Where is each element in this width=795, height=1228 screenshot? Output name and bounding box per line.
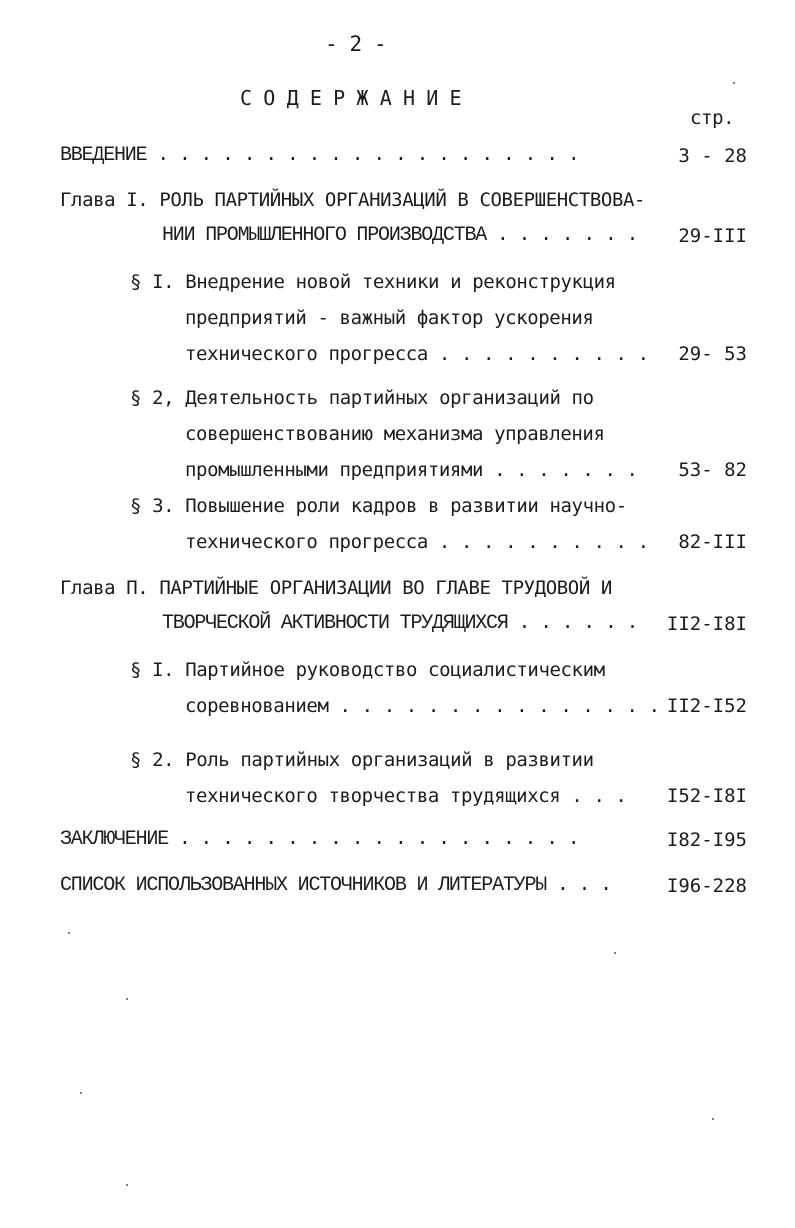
toc-entry-chapter-2-line-2: ТВОРЧЕСКОЙ АКТИВНОСТИ ТРУДЯЩИХСЯ . . . . . . — [162, 612, 638, 635]
speck — [68, 932, 70, 934]
toc-entry-section-1-2-line-3: промышленными предприятиями . . . . . . . — [185, 459, 638, 481]
speck — [614, 952, 616, 954]
speck — [80, 1092, 82, 1094]
toc-entry-section-2-1-line-2: соревнованием . . . . . . . . . . . . . . . — [185, 695, 660, 717]
toc-entry-introduction: ВВЕДЕНИЕ . . . . . . . . . . . . . . . . . . . . — [60, 144, 579, 167]
toc-pages-section-1-3: 82-III — [678, 531, 747, 553]
speck — [126, 1184, 128, 1186]
toc-entry-section-1-1-line-3: технического прогресса . . . . . . . . . . — [185, 343, 649, 365]
toc-entry-section-1-3-line-2: технического прогресса . . . . . . . . . . — [185, 531, 649, 553]
toc-pages-chapter-1: 29-III — [678, 225, 747, 247]
toc-pages-section-1-1: 29- 53 — [678, 343, 747, 365]
toc-entry-chapter-2-line-1: Глава П. ПАРТИЙНЫЕ ОРГАНИЗАЦИИ ВО ГЛАВЕ ТРУДОВОЙ И — [60, 577, 612, 599]
toc-entry-section-2-1-line-1: § I. Партийное руководство социалистическим — [130, 659, 605, 681]
toc-entry-section-1-1-line-2: предприятий - важный фактор ускорения — [185, 307, 594, 329]
toc-entry-conclusion: ЗАКЛЮЧЕНИЕ . . . . . . . . . . . . . . . . . . . — [60, 828, 579, 851]
toc-entry-chapter-1-line-1: Глава I. РОЛЬ ПАРТИЙНЫХ ОРГАНИЗАЦИЙ В СОВЕРШЕНСТВОВА- — [60, 189, 646, 211]
toc-entry-section-1-2-line-2: совершенствованию механизма управления — [185, 423, 605, 445]
toc-entry-bibliography: СПИСОК ИСПОЛЬЗОВАННЫХ ИСТОЧНИКОВ И ЛИТЕРАТУРЫ . . . — [60, 874, 611, 897]
toc-entry-section-1-2-line-1: § 2, Деятельность партийных организаций по — [130, 387, 594, 409]
toc-pages-section-1-2: 53- 82 — [678, 459, 747, 481]
toc-pages-section-2-1: II2-I52 — [666, 695, 747, 717]
toc-entry-section-2-2-line-1: § 2. Роль партийных организаций в развитии — [130, 749, 594, 771]
toc-pages-introduction: 3 - 28 — [678, 145, 747, 167]
speck — [126, 998, 128, 1000]
speck — [733, 82, 735, 84]
toc-entry-section-1-1-line-1: § I. Внедрение новой техники и реконструкция — [130, 271, 616, 293]
page-number: - 2 - — [325, 32, 387, 56]
toc-pages-bibliography: I96-228 — [666, 875, 747, 897]
pages-column-label: стр. — [690, 107, 735, 129]
toc-entry-section-2-2-line-2: технического творчества трудящихся . . . — [185, 785, 627, 807]
toc-pages-chapter-2: II2-I8I — [666, 613, 747, 635]
speck — [712, 1118, 714, 1120]
toc-entry-chapter-1-line-2: НИИ ПРОМЫШЛЕННОГО ПРОИЗВОДСТВА . . . . . . . — [162, 224, 638, 247]
toc-entry-section-1-3-line-1: § 3. Повышение роли кадров в развитии научно- — [130, 495, 627, 517]
page-title: С О Д Е Р Ж А Н И Е — [240, 86, 462, 110]
toc-pages-conclusion: I82-I95 — [666, 829, 747, 851]
toc-pages-section-2-2: I52-I8I — [666, 785, 747, 807]
